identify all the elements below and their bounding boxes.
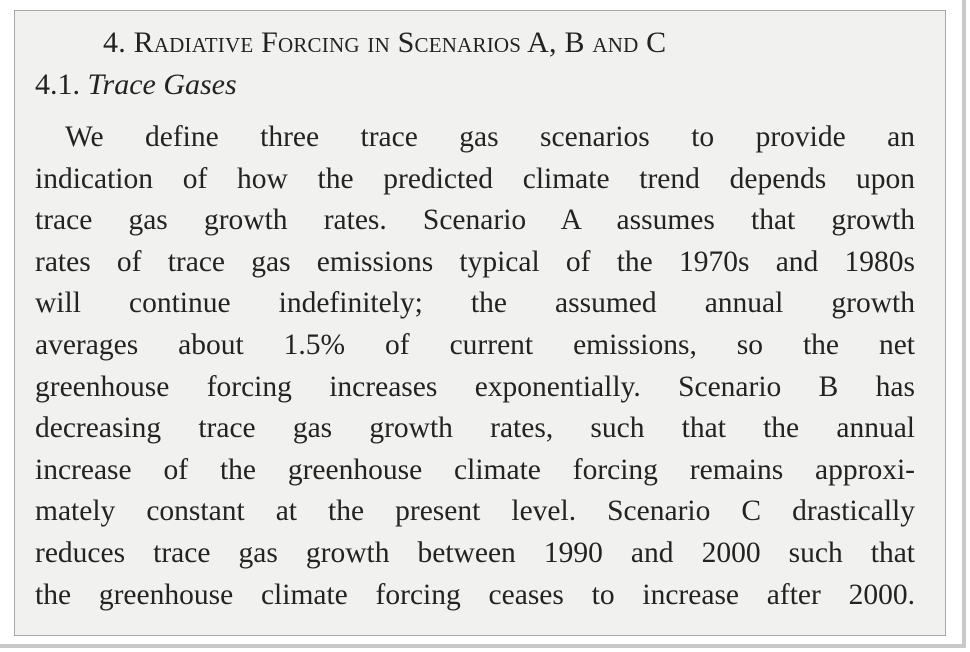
section-title: Radiative Forcing in Scenarios A, B and C [133, 26, 667, 59]
paragraph-line: the greenhouse climate forcing ceases to increase after 2000. [35, 578, 915, 611]
subsection-title: Trace Gases [87, 68, 237, 101]
paragraph-line: We define three trace gas scenarios to provide an [65, 121, 915, 153]
paragraph-line: will continue indefinitely; the assumed annual growth [35, 287, 915, 320]
paragraph-line: reduces trace gas growth between 1990 and 2000 such that [35, 536, 915, 569]
subsection-number: 4.1. [35, 68, 80, 101]
subsection-heading [35, 67, 237, 103]
paragraph-line: greenhouse forcing increases exponentially. Scenario B has [35, 370, 915, 403]
paragraph-line: indication of how the predicted climate trend depends upon [35, 162, 915, 195]
section-number: 4. [103, 26, 126, 59]
section-heading [103, 25, 666, 61]
paragraph-line: averages about 1.5% of current emissions, so the net [35, 328, 915, 361]
body-paragraph [35, 117, 915, 616]
paragraph-line: decreasing trace gas growth rates, such that the annual [35, 412, 915, 445]
scanned-page [14, 10, 946, 636]
paragraph-line: mately constant at the present level. Scenario C drastically [35, 495, 915, 528]
paragraph-line: increase of the greenhouse climate forcing remains approxi- [35, 453, 915, 486]
paragraph-line: rates of trace gas emissions typical of the 1970s and 1980s [35, 245, 915, 278]
paragraph-line: trace gas growth rates. Scenario A assumes that growth [35, 204, 915, 237]
